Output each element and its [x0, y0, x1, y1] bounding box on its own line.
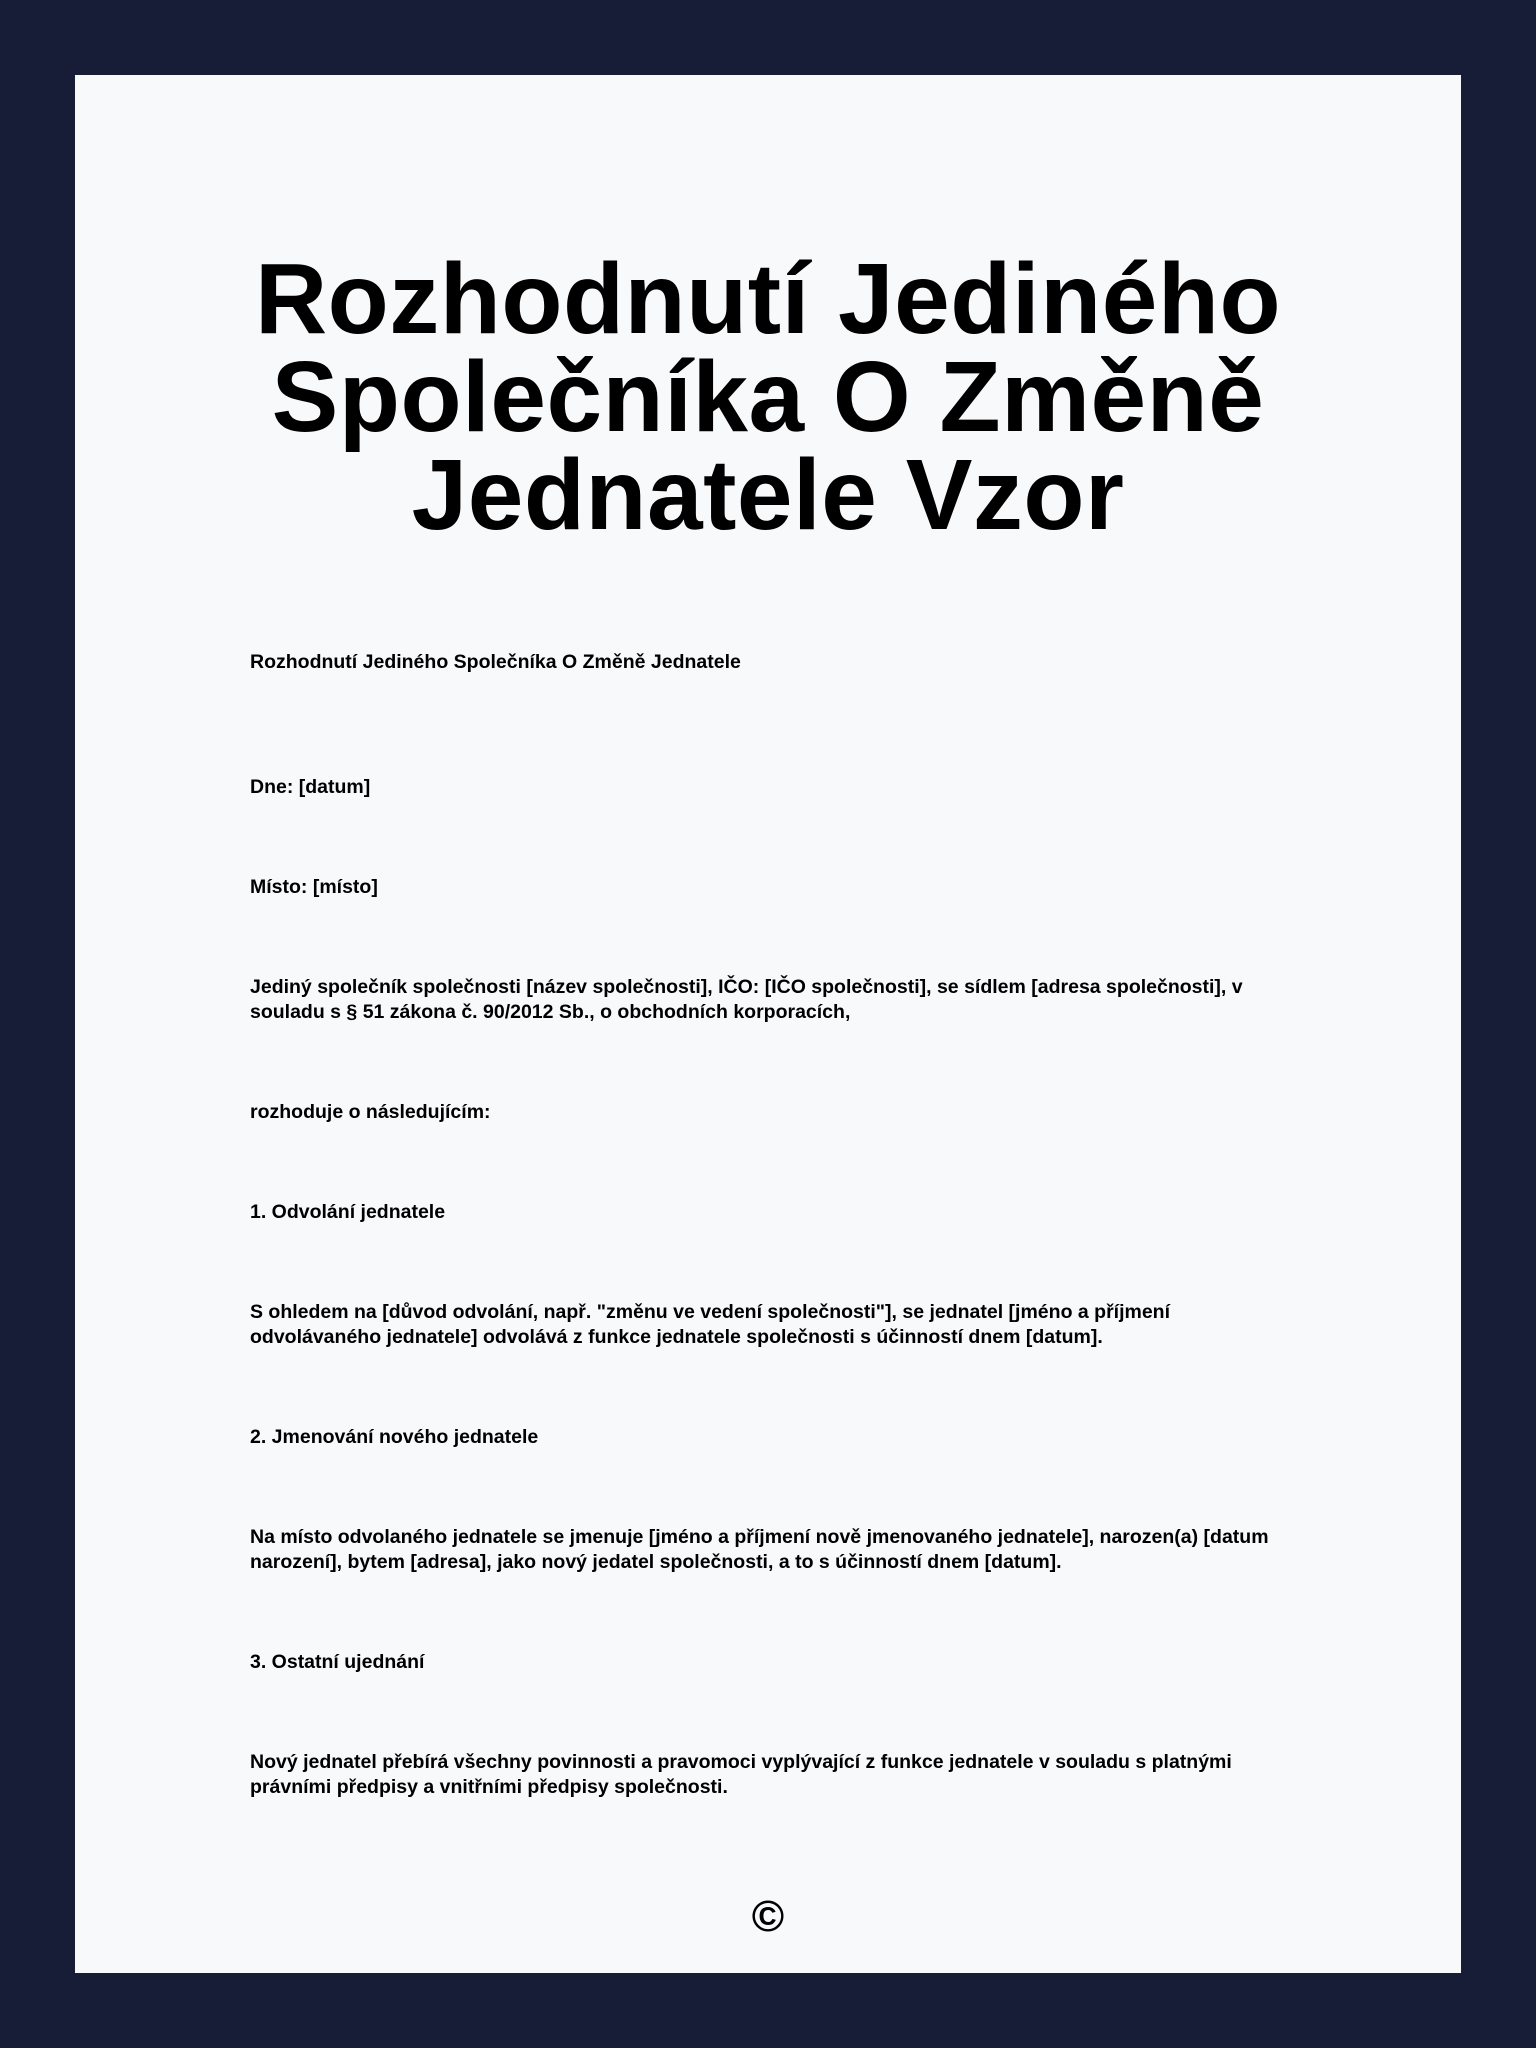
section-3-title: 3. Ostatní ujednání — [250, 1651, 425, 1673]
intro-paragraph: Jediný společník společnosti [název společnosti], IČO: [IČO společnosti], se sídlem [adresa společnosti], v souladu s § 51 zákona č. 90/2012 Sb., o obchodních korporacích, — [250, 976, 1243, 1023]
date-line: Dne: [datum] — [250, 776, 371, 798]
section-1-title: 1. Odvolání jednatele — [250, 1201, 446, 1223]
section-3-text: Nový jednatel přebírá všechny povinnosti a pravomoci vyplývající z funkce jednatele v souladu s platnými právními předpisy a vnitřními předpisy společnosti. — [250, 1751, 1232, 1798]
document-page — [75, 75, 1461, 1973]
place-line: Místo: [místo] — [250, 876, 378, 898]
decides-line: rozhoduje o následujícím: — [250, 1101, 491, 1123]
section-2-text: Na místo odvolaného jednatele se jmenuje [jméno a příjmení nově jmenovaného jednatele], narozen(a) [datum narození], bytem [adresa], jako nový jedatel společnosti, a to s účinností dnem [datum]. — [250, 1526, 1269, 1573]
section-1-text: S ohledem na [důvod odvolání, např. "změnu ve vedení společnosti"], se jednatel [jméno a příjmení odvolávaného jednatele] odvolává z funkce jednatele společnosti s účinností dnem [datum]. — [250, 1301, 1171, 1348]
document-heading: Rozhodnutí Jediného Společníka O Změně Jednatele — [250, 651, 741, 673]
section-2-title: 2. Jmenování nového jednatele — [250, 1426, 539, 1448]
document-title: Rozhodnutí Jediného Společníka O Změně Jednatele Vzor — [254, 243, 1282, 551]
copyright-icon: © — [751, 1892, 785, 1941]
